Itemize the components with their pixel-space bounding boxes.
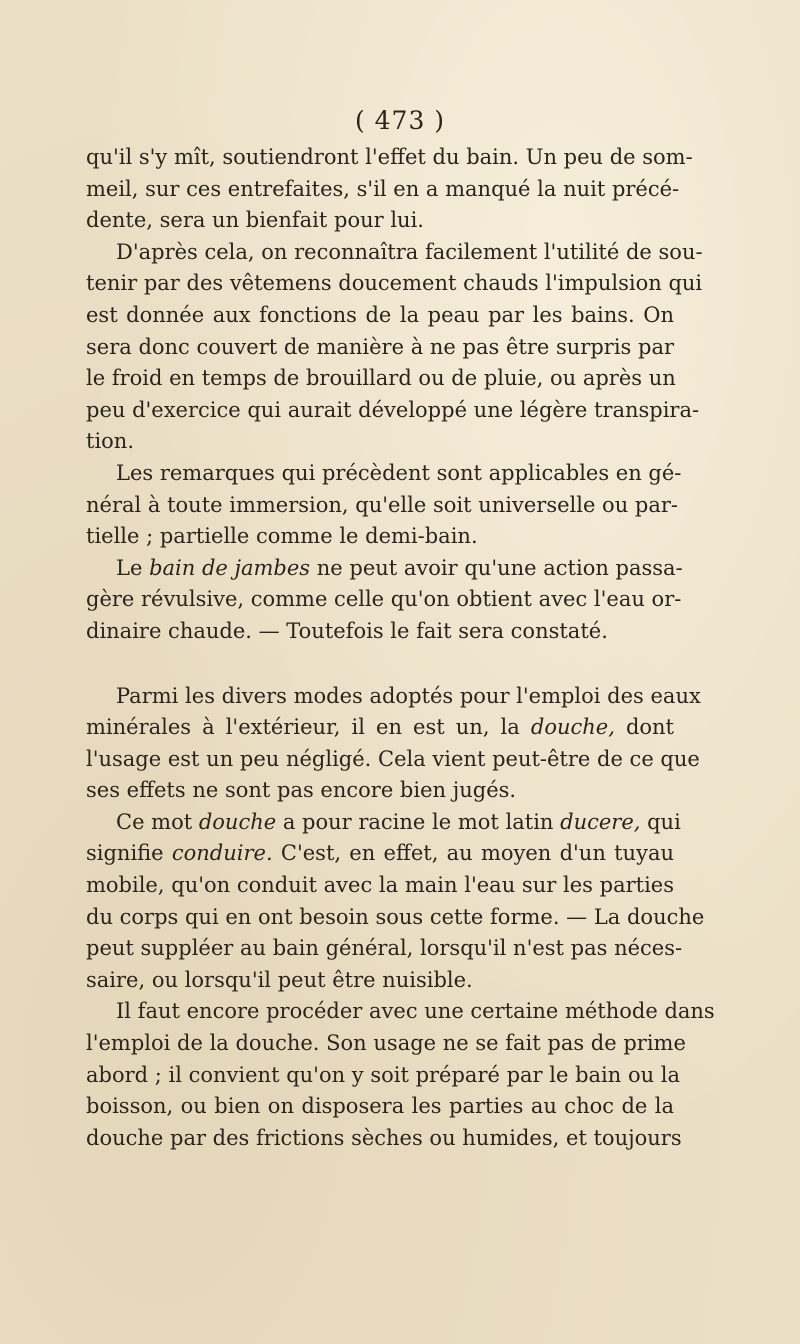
text-line: Il faut encore procéder avec une certaine méthode dans: [116, 999, 715, 1024]
body-text: [86, 142, 715, 1154]
text-line: saire, ou lorsqu'il peut être nuisible.: [86, 967, 473, 992]
text-line: tion.: [86, 429, 134, 454]
paragraph-6: [86, 807, 705, 997]
paragraph-2: [86, 237, 703, 458]
text-line: le froid en temps de brouillard ou de pluie, ou après un: [86, 366, 676, 391]
paragraph-5: [86, 681, 701, 807]
text-line: Le bain de jambes ne peut avoir qu'une action passa-: [116, 555, 683, 580]
text-line: sera donc couvert de manière à ne pas être surpris par: [86, 334, 674, 359]
text-line: du corps qui en ont besoin sous cette forme. — La douche: [86, 904, 705, 929]
text-line: abord ; il convient qu'on y soit préparé par le bain ou la: [86, 1062, 681, 1087]
text-line: tenir par des vêtemens doucement chauds l'impulsion qui: [86, 271, 703, 296]
text-line: D'après cela, on reconnaîtra facilement l'utilité de sou-: [116, 239, 703, 264]
text-line: l'emploi de la douche. Son usage ne se fait pas de prime: [86, 1031, 686, 1056]
text-line: dinaire chaude. — Toutefois le fait sera constaté.: [86, 618, 608, 643]
text-line: est donnée aux fonctions de la peau par les bains. On: [86, 302, 674, 327]
text-line: peut suppléer au bain général, lorsqu'il n'est pas néces-: [86, 936, 683, 961]
text-line: boisson, ou bien on disposera les parties au choc de la: [86, 1094, 674, 1119]
paragraph-3: [86, 458, 682, 553]
text-line: ses effets ne sont pas encore bien jugés.: [86, 778, 517, 803]
paragraph-7: [86, 996, 715, 1154]
text-line: Parmi les divers modes adoptés pour l'emploi des eaux: [116, 683, 701, 708]
text-line: néral à toute immersion, qu'elle soit universelle ou par-: [86, 492, 678, 517]
text-line: l'usage est un peu négligé. Cela vient peut-être de ce que: [86, 746, 700, 771]
text-line: peu d'exercice qui aurait développé une légère transpira-: [86, 397, 700, 422]
text-line: douche par des frictions sèches ou humides, et toujours: [86, 1125, 682, 1150]
text-line: Ce mot douche a pour racine le mot latin ducere, qui: [116, 809, 681, 834]
text-line: qu'il s'y mît, soutiendront l'effet du bain. Un peu de som-: [86, 145, 693, 169]
text-line: Les remarques qui précèdent sont applicables en gé-: [116, 460, 682, 485]
page-number: ( 473 ): [354, 106, 446, 135]
text-line: mobile, qu'on conduit avec la main l'eau sur les parties: [86, 873, 674, 898]
paragraph-4: [86, 553, 683, 648]
section-gap: [86, 648, 674, 681]
text-line: minérales à l'extérieur, il en est un, la douche, dont: [86, 715, 674, 740]
paragraph-1: [86, 142, 693, 237]
text-line: meil, sur ces entrefaites, s'il en a manqué la nuit précé-: [86, 176, 680, 201]
text-line: signifie conduire. C'est, en effet, au moyen d'un tuyau: [86, 841, 674, 866]
text-line: dente, sera un bienfait pour lui.: [86, 208, 424, 233]
text-line: tielle ; partielle comme le demi-bain.: [86, 524, 478, 549]
text-line: gère révulsive, comme celle qu'on obtient avec l'eau or-: [86, 587, 682, 612]
